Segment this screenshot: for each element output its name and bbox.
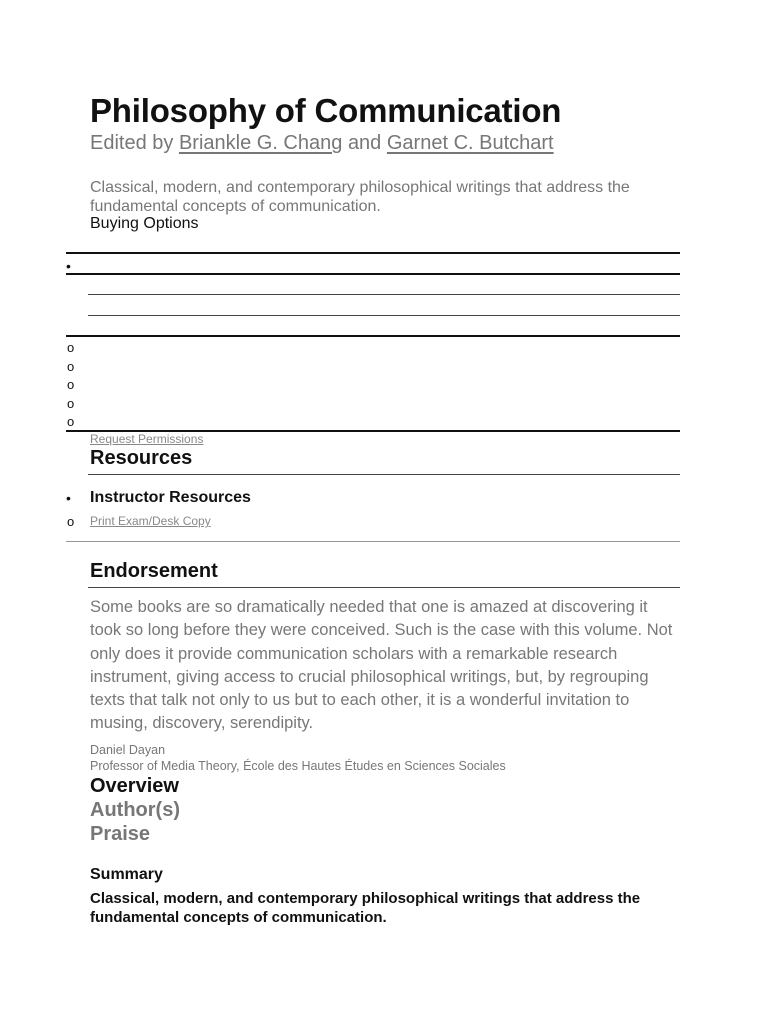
sub-bullet-icon: o <box>67 377 75 392</box>
sub-bullet-icon: o <box>67 340 75 355</box>
editor-link-chang[interactable]: Briankle G. Chang <box>178 132 343 154</box>
divider <box>88 294 680 295</box>
edited-by-label: Edited by <box>90 132 174 154</box>
editors-line <box>90 132 554 155</box>
editor-link-butchart[interactable]: Garnet C. Butchart <box>386 132 554 154</box>
sub-bullet-icon: o <box>67 514 75 529</box>
summary-heading: Summary <box>90 866 163 883</box>
sub-bullet-icon: o <box>67 359 75 374</box>
divider <box>66 541 680 542</box>
tab-overview[interactable]: Overview <box>90 775 179 797</box>
endorser-name: Daniel Dayan <box>90 743 166 757</box>
and-label: and <box>347 132 382 154</box>
page-title: Philosophy of Communication <box>90 92 562 129</box>
divider <box>88 474 680 475</box>
instructor-resources-item[interactable]: Instructor Resources <box>90 489 251 506</box>
resources-heading: Resources <box>90 447 193 469</box>
divider <box>88 315 680 316</box>
summary-text: Classical, modern, and contemporary philosophical writings that address the fundamental concepts of communication. <box>90 890 641 926</box>
sub-bullet-icon: o <box>67 414 75 429</box>
divider <box>66 252 680 254</box>
divider <box>66 335 680 337</box>
tab-authors[interactable]: Author(s) <box>90 799 180 821</box>
sub-bullet-icon: o <box>67 396 75 411</box>
desk-copy-link[interactable]: Print Exam/Desk Copy <box>90 514 211 528</box>
divider <box>88 587 680 588</box>
book-description: Classical, modern, and contemporary philosophical writings that address the fundamental concepts of communication. <box>90 179 630 215</box>
request-permissions-link[interactable]: Request Permissions <box>90 432 204 446</box>
list-bullet-icon: • <box>66 490 71 506</box>
endorsement-heading: Endorsement <box>90 560 218 582</box>
list-bullet-icon: • <box>66 258 71 274</box>
endorser-affiliation: Professor of Media Theory, École des Hautes Études en Sciences Sociales <box>90 759 506 773</box>
tab-praise[interactable]: Praise <box>90 823 151 845</box>
buying-options-button[interactable]: Buying Options <box>90 215 199 232</box>
divider <box>66 273 680 275</box>
endorsement-quote: Some books are so dramatically needed that one is amazed at discovering it took so long before they were conceived. Such is the case with this volume. Not only does it provide communication scholars with a remarkable research instrument, giving access to crucial philosophical writings, but, by regrouping texts that talk not only to us but to each other, it is a wonderful invitation to musing, discovery, serendipity. <box>90 598 673 733</box>
